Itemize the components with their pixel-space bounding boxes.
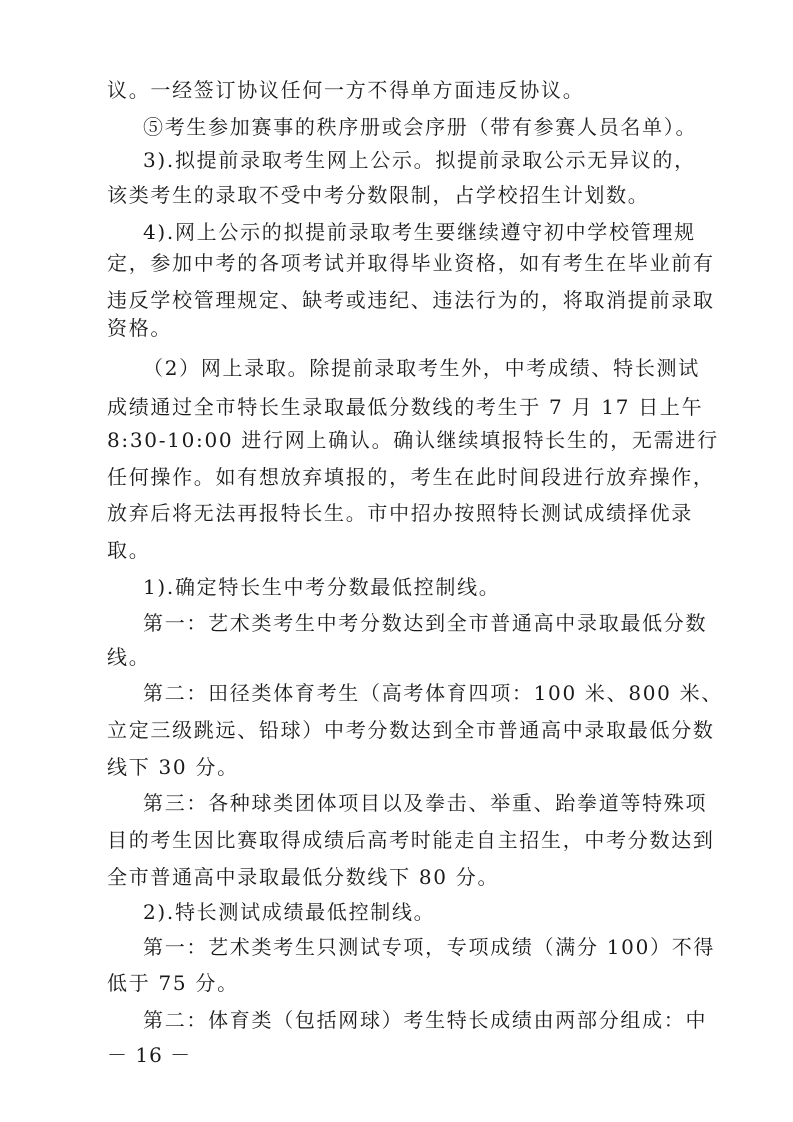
text-line: 第一：艺术类考生中考分数达到全市普通高中录取最低分数 — [143, 611, 708, 635]
text-line: 2).特长测试成绩最低控制线。 — [143, 900, 436, 924]
text-line: 议。一经签订协议任何一方不得单方面违反协议。 — [107, 78, 585, 102]
page-number: － 16 － — [107, 1043, 192, 1067]
text-line: 目的考生因比赛取得成绩后高考时能走自主招生，中考分数达到 — [107, 828, 715, 852]
text-line: 第二：田径类体育考生（高考体育四项：100 米、800 米、 — [143, 681, 724, 705]
text-line: 第三：各种球类团体项目以及拳击、举重、跆拳道等特殊项 — [143, 791, 708, 815]
text-line: ⑤考生参加赛事的秩序册或会序册（带有参赛人员名单）。 — [143, 115, 698, 139]
text-line: 线。 — [107, 645, 151, 669]
text-line: 全市普通高中录取最低分数线下 80 分。 — [107, 865, 500, 889]
text-line: 取。 — [107, 538, 151, 562]
text-line: 第二：体育类（包括网球）考生特长成绩由两部分组成：中 — [143, 1008, 708, 1032]
text-line: 放弃后将无法再报特长生。市中招办按照特长测试成绩择优录 — [107, 501, 693, 525]
text-line: 资格。 — [107, 316, 173, 340]
text-line: 8:30-10:00 进行网上确认。确认继续填报特长生的，无需进行 — [107, 428, 719, 452]
text-line: 1).确定特长生中考分数最低控制线。 — [143, 575, 501, 599]
text-line: 立定三级跳远、铅球）中考分数达到全市普通高中录取最低分数 — [107, 718, 715, 742]
text-line: 定，参加中考的各项考试并取得毕业资格，如有考生在毕业前有 — [107, 251, 715, 275]
text-line: 线下 30 分。 — [107, 755, 239, 779]
text-line: 第一：艺术类考生只测试专项，专项成绩（满分 100）不得 — [143, 935, 716, 959]
text-line: 成绩通过全市特长生录取最低分数线的考生于 7 月 17 日上午 — [107, 395, 704, 419]
text-line: 任何操作。如有想放弃填报的，考生在此时间段进行放弃操作， — [107, 465, 715, 489]
text-line: （2）网上录取。除提前录取考生外，中考成绩、特长测试 — [143, 356, 700, 380]
text-line: 低于 75 分。 — [107, 971, 239, 995]
text-line: 该类考生的录取不受中考分数限制，占学校招生计划数。 — [107, 183, 650, 207]
text-line: 4).网上公示的拟提前录取考生要继续遵守初中学校管理规 — [143, 220, 696, 244]
text-line: 违反学校管理规定、缺考或违纪、违法行为的，将取消提前录取 — [107, 288, 715, 312]
text-line: 3).拟提前录取考生网上公示。拟提前录取公示无异议的， — [143, 148, 696, 172]
